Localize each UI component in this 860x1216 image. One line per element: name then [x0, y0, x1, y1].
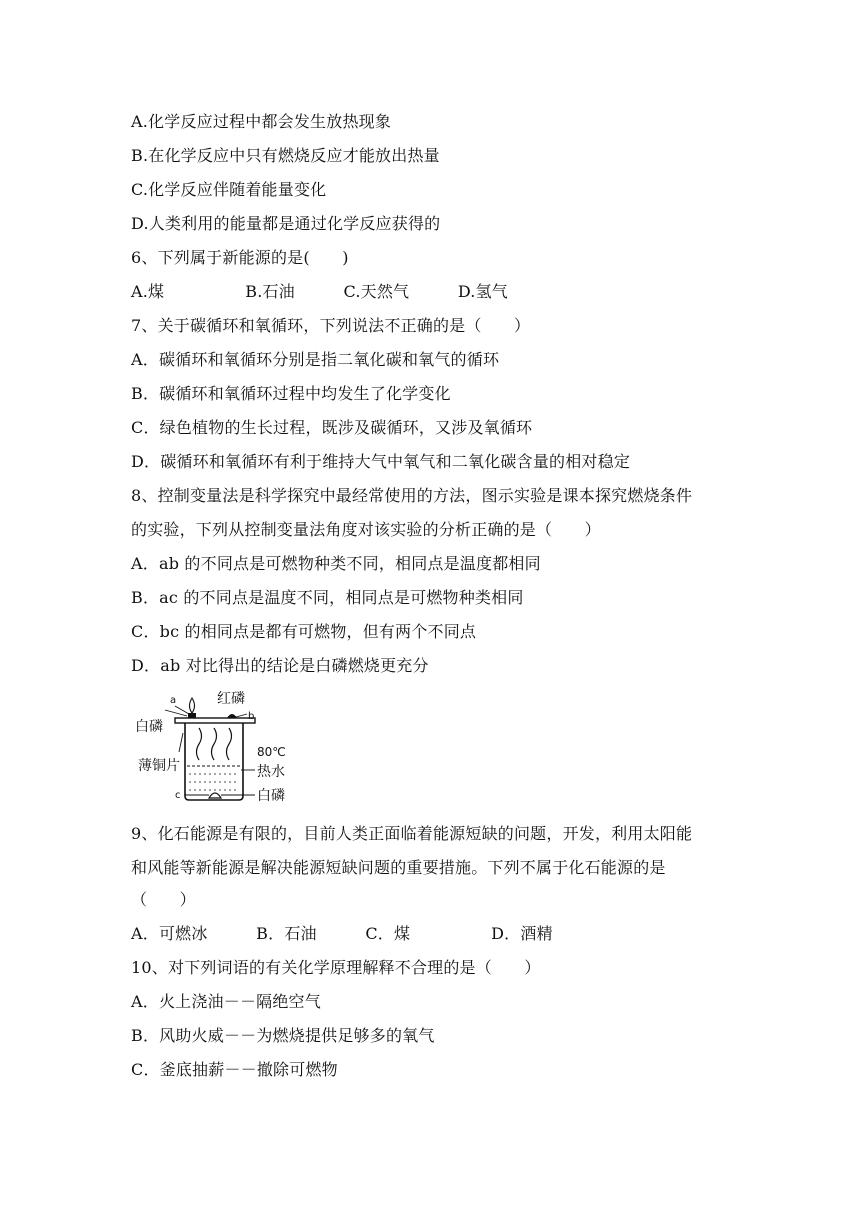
beaker-outline	[185, 722, 243, 800]
q8-option-a: A．ab 的不同点是可燃物种类不同，相同点是温度都相同	[131, 554, 541, 573]
flame-icon	[190, 698, 195, 713]
q10-option-a: A．火上浇油－－隔绝空气	[131, 992, 321, 1011]
copper-sheet	[175, 718, 255, 723]
q7-option-b: B．碳循环和氧循环过程中均发生了化学变化	[131, 384, 451, 403]
label-c: c	[175, 790, 181, 801]
label-white-phosphorus-bottom: 白磷	[257, 788, 285, 804]
q9-stem-line2: 和风能等新能源是解决能源短缺问题的重要措施。下列不属于化石能源的是	[131, 858, 666, 877]
label-b: b	[248, 711, 255, 722]
label-temperature: 80℃	[257, 745, 286, 759]
q7-option-c: C．绿色植物的生长过程，既涉及碳循环，又涉及氧循环	[131, 418, 533, 437]
q9-stem-line1: 9、化石能源是有限的，目前人类正面临着能源短缺的问题，开发，利用太阳能	[131, 824, 693, 843]
q10-stem: 10、对下列词语的有关化学原理解释不合理的是（ ）	[131, 958, 541, 977]
label-hot-water: 热水	[257, 764, 285, 780]
q5-option-c: C.化学反应伴随着能量变化	[131, 180, 327, 199]
q5-option-a: A.化学反应过程中都会发生放热现象	[131, 112, 392, 131]
q9-options: A．可燃冰 B．石油 C．煤 D．酒精	[131, 924, 553, 943]
white-phosphorus-underwater	[209, 793, 221, 798]
label-white-phosphorus-top: 白磷	[135, 719, 163, 735]
leader-line-copper	[179, 733, 183, 752]
q7-option-a: A．碳循环和氧循环分别是指二氧化碳和氧气的循环	[131, 350, 500, 369]
label-a: a	[170, 695, 177, 706]
combustion-experiment-figure	[135, 688, 305, 804]
q5-option-b: B.在化学反应中只有燃烧反应才能放出热量	[131, 146, 440, 165]
q8-stem-line1: 8、控制变量法是科学探究中最经常使用的方法，图示实验是课本探究燃烧条件	[131, 486, 693, 505]
steam-wave	[197, 728, 202, 760]
q8-option-d: D．ab 对比得出的结论是白磷燃烧更充分	[131, 656, 429, 675]
q6-stem: 6、下列属于新能源的是( )	[131, 248, 349, 267]
steam-wave	[212, 728, 217, 760]
q8-option-c: C．bc 的相同点是都有可燃物，但有两个不同点	[131, 622, 477, 641]
q6-options: A.煤 B.石油 C.天然气 D.氢气	[131, 282, 508, 301]
label-red-phosphorus: 红磷	[217, 691, 245, 707]
label-copper-sheet: 薄铜片	[138, 758, 180, 774]
q10-option-c: C．釜底抽薪－－撤除可燃物	[131, 1060, 338, 1079]
leader-line-a	[175, 706, 189, 714]
q8-stem-line2: 的实验，下列从控制变量法角度对该实验的分析正确的是（ ）	[131, 520, 601, 539]
q7-option-d: D．碳循环和氧循环有利于维持大气中氧气和二氧化碳含量的相对稳定	[131, 452, 631, 471]
red-phosphorus	[227, 714, 237, 718]
q10-option-b: B．风助火威－－为燃烧提供足够多的氧气	[131, 1026, 435, 1045]
q8-option-b: B．ac 的不同点是温度不同，相同点是可燃物种类相同	[131, 588, 524, 607]
leader-line-b	[236, 714, 247, 717]
q9-stem-line3: （ ）	[131, 890, 196, 909]
q7-stem: 7、关于碳循环和氧循环，下列说法不正确的是（ ）	[131, 316, 531, 335]
steam-wave	[227, 728, 232, 760]
q5-option-d: D.人类利用的能量都是通过化学反应获得的	[131, 214, 441, 233]
